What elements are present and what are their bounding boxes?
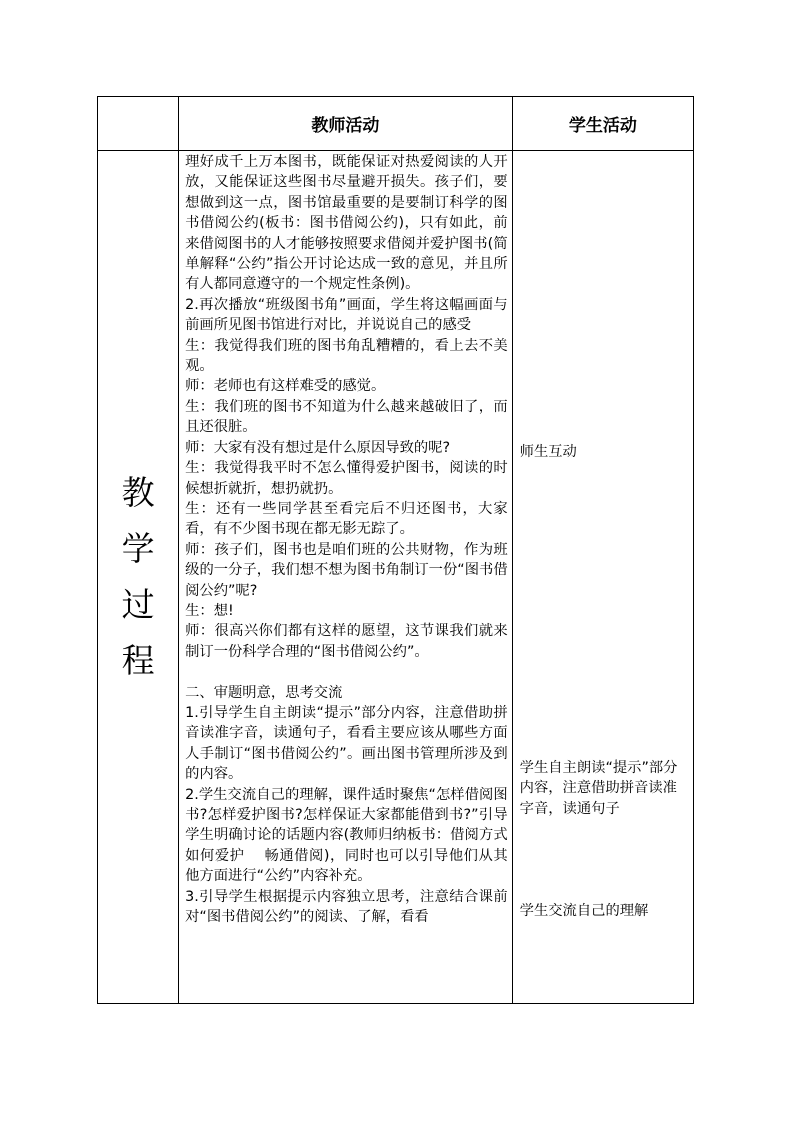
teacher-paragraph: 2.学生交流自己的理解，课件适时聚焦“怎样借阅图书?怎样爱护图书?怎样保证大家都能借到书?”引导学生明确讨论的话题内容(教师归纳板书：借阅方式 如何爱护 畅通借阅)，同时也可以引导他们从其他方面进行“公约”内容补充。 — [185, 786, 527, 885]
teacher-paragraph: 师：孩子们，图书也是咱们班的公共财物，作为班级的一分子，我们想不想为图书角制订一份“图书借阅公约”呢? — [185, 541, 508, 599]
lesson-plan-table — [97, 96, 694, 1004]
teacher-paragraph: 2.再次播放“班级图书角”画面，学生将这幅画面与前画所见图书馆进行对比，并说说自己的感受 — [185, 296, 508, 334]
student-activity-cell — [512, 151, 693, 1004]
teacher-paragraph: 1.引导学生自主朗读“提示”部分内容，注意借助拼音读准字音，读通句子，看看主要应该从哪些方面人手制订“图书借阅公约”。画出图书管理所涉及到的内容。 — [185, 704, 508, 783]
teacher-paragraph: 生：我觉得我平时不怎么懂得爱护图书，阅读的时候想折就折，想扔就扔。 — [185, 460, 508, 497]
teacher-paragraph: 生：我们班的图书不知道为什么越来越破旧了，而且还很脏。 — [185, 398, 508, 436]
header-blank-cell — [98, 97, 179, 151]
teacher-paragraph: 生：想! — [185, 602, 234, 619]
teacher-paragraph: 理好成千上万本图书，既能保证对热爱阅读的人开放，又能保证这些图书尽量避开损失。孩子们，要想做到这一点，图书馆最重要的是要制订科学的图书借阅公约(板书：图书借阅公约)，只有如此，前来借阅图书的人才能够按照要求借阅并爱护图书(简单解释“公约”指公开讨论达成一致的意见，并且所有人都同意遵守的一个规定性条例)。 — [185, 154, 508, 293]
student-activity-header: 学生活动 — [512, 97, 693, 151]
teacher-paragraph: 生：我觉得我们班的图书角乱糟糟的，看上去不美观。 — [185, 337, 508, 375]
teacher-paragraph: 生：还有一些同学甚至看完后不归还图书，大家看，有不少图书现在都无影无踪了。 — [185, 500, 508, 538]
content-row — [98, 151, 694, 1004]
stage-char: 过 — [121, 585, 155, 624]
student-note: 学生自主朗读“提示”部分内容，注意借助拼音读准字音，读通句子 — [519, 760, 678, 817]
header-row — [98, 97, 694, 151]
section-heading: 二、审题明意，思考交流 — [185, 684, 343, 701]
stage-char: 教 — [121, 473, 155, 512]
student-note: 学生交流自己的理解 — [519, 903, 649, 919]
teacher-paragraph: 师：老师也有这样难受的感觉。 — [185, 378, 386, 395]
stage-char: 学 — [121, 529, 155, 568]
stage-cell — [98, 151, 179, 1004]
teacher-paragraph: 3.引导学生根据提示内容独立思考，注意结合课前对“图书借阅公约”的阅读、了解，看看 — [185, 888, 508, 926]
stage-label — [98, 465, 178, 689]
stage-char: 程 — [121, 641, 155, 680]
teacher-paragraph: 师：很高兴你们都有这样的愿望，这节课我们就来制订一份科学合理的“图书借阅公约”。 — [185, 623, 508, 660]
student-note: 师生互动 — [519, 444, 577, 460]
teacher-paragraph: 师：大家有没有想过是什么原因导致的呢? — [185, 439, 451, 456]
blank-line — [185, 662, 508, 682]
teacher-activity-header: 教师活动 — [179, 97, 513, 151]
teacher-activity-cell — [179, 151, 527, 1004]
